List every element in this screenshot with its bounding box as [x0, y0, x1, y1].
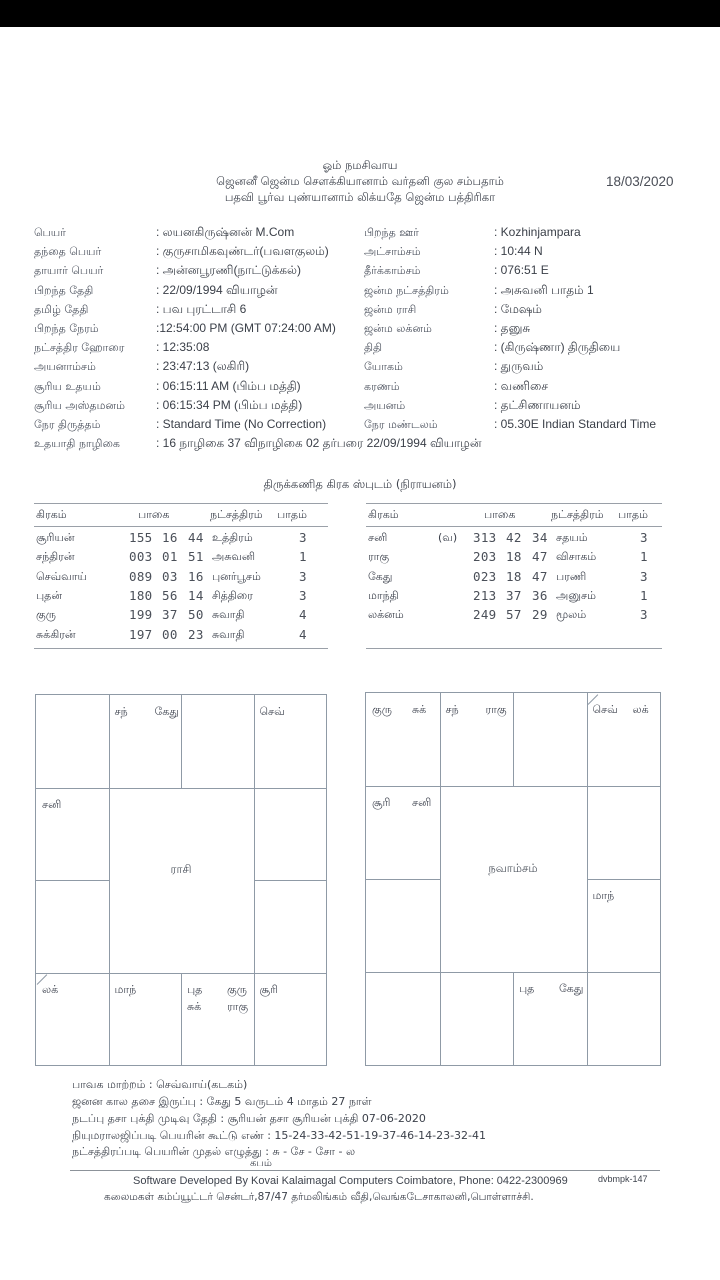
minute-value: 18 — [506, 549, 522, 565]
software-credit: Software Developed By Kovai Kalaimagal Computers Coimbatore, Phone: 0422-2300969 — [133, 1175, 568, 1187]
chart-house-h7 — [513, 972, 587, 1065]
second-value: 23 — [188, 626, 204, 642]
second-value: 47 — [532, 568, 548, 584]
detail-value: : தட்சிணாயனம் — [494, 397, 581, 412]
detail-label: தீர்க்காம்சம் — [364, 264, 421, 278]
planet-abbrev: செவ் — [259, 705, 285, 718]
degree-value: 023 — [473, 568, 497, 584]
detail-value: : 10:44 N — [494, 244, 543, 259]
minute-value: 37 — [162, 607, 178, 623]
detail-label: ஜன்ம லக்னம் — [364, 322, 432, 335]
detail-label: கரணம் — [364, 379, 400, 393]
minute-value: 57 — [506, 607, 522, 623]
planet-abbrev: சனி — [42, 797, 62, 811]
detail-value: : 16 நாழிகை 37 விநாழிகை 02 தர்பரை 22/09/1994 வியாழன் — [156, 436, 482, 451]
retrograde-mark: (வ) — [438, 531, 458, 544]
detail-label: ஜன்ம நட்சத்திரம் — [364, 283, 449, 297]
pada-value: 1 — [299, 549, 307, 565]
header-planet: கிரகம் — [36, 508, 67, 521]
pada-value: 3 — [299, 530, 307, 545]
detail-value: : அன்னபூரணி(நாட்டுக்கல்) — [156, 263, 302, 278]
degree-value: 199 — [129, 607, 153, 623]
planet-table-right — [366, 503, 662, 653]
second-value: 29 — [532, 607, 548, 623]
table-rule-top — [34, 503, 328, 504]
planet-abbrev: சுக் — [187, 999, 202, 1013]
pada-value: 4 — [299, 626, 307, 642]
bhava-change: பாவக மாற்றம் : செவ்வாய்(கடகம்) — [72, 1078, 248, 1091]
degree-value: 155 — [129, 530, 153, 545]
planet-abbrev: லக் — [632, 703, 649, 716]
chart-house-h5 — [254, 880, 327, 973]
second-value: 47 — [532, 549, 548, 565]
detail-label: அயனம் — [364, 398, 406, 412]
header-degree: பாகை — [484, 508, 516, 521]
degree-value: 089 — [129, 568, 153, 584]
detail-value: : குருசாமிகவுண்டர்(பவளகுலம்) — [156, 244, 329, 259]
degree-value: 203 — [473, 549, 497, 565]
nakshatra-name: அசுவனி — [212, 550, 256, 564]
second-value: 44 — [188, 530, 204, 545]
rasi-chart — [35, 694, 327, 1066]
nakshatra-name: உத்திரம் — [212, 531, 253, 544]
chart-house-h4 — [254, 788, 327, 881]
chart-house-h8 — [440, 972, 514, 1065]
planet-abbrev: சூரி — [372, 796, 391, 809]
table-rule-bottom — [34, 648, 328, 649]
header-pada: பாதம் — [618, 508, 648, 521]
header-verse-line1: ஜெனனீ ஜென்ம சௌக்கியானாம் வர்தனி குல சம்பதாம் — [216, 174, 504, 188]
pada-value: 3 — [640, 607, 648, 623]
planet-abbrev: சந் — [114, 705, 128, 718]
header-verse-line2: பதவி பூர்வ புண்யானாம் லிக்யதே ஜென்ம பத்திரிகா — [224, 190, 496, 204]
chart-house-h10 — [36, 880, 109, 973]
detail-value: : மேஷம் — [494, 301, 542, 316]
planet-abbrev: கேது — [559, 982, 584, 995]
planet-abbrev: மாந் — [592, 889, 615, 902]
detail-label: அட்சாம்சம் — [364, 245, 421, 259]
nakshatra-name: விசாகம் — [556, 550, 597, 564]
minute-value: 03 — [162, 568, 178, 584]
pada-value: 3 — [299, 568, 307, 584]
planet-abbrev: புத — [519, 982, 535, 995]
minute-value: 42 — [506, 530, 522, 545]
detail-value: : 22/09/1994 வியாழன் — [156, 282, 278, 297]
nakshatra-name: பரணி — [556, 569, 587, 583]
planet-positions-title: திருக்கணித கிரக ஸ்புடம் (நிராயனம்) — [263, 477, 457, 491]
detail-label: நேர மண்டலம் — [364, 418, 438, 431]
detail-label: சூரிய அஸ்தமனம் — [34, 398, 125, 412]
detail-value: : 12:35:08 — [156, 340, 210, 355]
detail-label: தாயார் பெயர் — [34, 264, 104, 278]
detail-label: திதி — [364, 341, 383, 355]
second-value: 36 — [532, 587, 548, 603]
chart-center-title: ராசி — [170, 862, 192, 876]
table-rule-header — [34, 526, 328, 527]
header-degree: பாகை — [138, 508, 170, 521]
detail-value: : லயனகிருஷ்னன் M.Com — [156, 225, 295, 239]
planet-name: செவ்வாய் — [36, 569, 87, 583]
nakshatra-name: சித்திரை — [212, 588, 253, 602]
chart-house-h11 — [36, 788, 109, 881]
planet-table-left — [34, 503, 328, 653]
detail-value: : அசுவனி பாதம் 1 — [494, 282, 594, 297]
pada-value: 1 — [640, 549, 648, 565]
chart-house-h12 — [366, 693, 440, 786]
chart-house-h9 — [366, 972, 440, 1065]
second-value: 51 — [188, 549, 204, 565]
detail-label: ஜன்ம ராசி — [364, 302, 417, 316]
detail-value: : Kozhinjampara — [494, 225, 581, 239]
planet-name: சனி — [368, 531, 388, 544]
minute-value: 00 — [162, 626, 178, 642]
name-first-letters: நட்சத்திரப்படி பெயரின் முதல் எழுத்து : சு - சே - சோ - ல — [72, 1145, 356, 1158]
chart-house-h3 — [587, 693, 661, 786]
chart-house-h2 — [513, 693, 587, 786]
header-planet: கிரகம் — [368, 508, 399, 521]
nakshatra-name: சுவாதி — [212, 627, 245, 641]
detail-label: பெயர் — [34, 226, 66, 239]
pada-value: 3 — [640, 568, 648, 584]
detail-value: : துருவம் — [494, 359, 544, 374]
chart-house-h2 — [181, 695, 254, 788]
pada-value: 1 — [640, 587, 648, 603]
planet-abbrev: சூரி — [259, 982, 278, 996]
nakshatra-name: சுவாதி — [212, 608, 245, 622]
minute-value: 16 — [162, 530, 178, 545]
chart-house-h11 — [366, 786, 440, 879]
detail-label: அயனாம்சம் — [34, 360, 96, 374]
chart-house-h1 — [109, 695, 182, 788]
detail-label: பிறந்த ஊர் — [364, 226, 419, 239]
print-date: 18/03/2020 — [606, 174, 674, 189]
chart-house-h6 — [254, 973, 327, 1066]
planet-name: சுக்கிரன் — [36, 627, 76, 641]
degree-value: 249 — [473, 607, 497, 623]
nakshatra-name: மூலம் — [556, 608, 587, 622]
planet-name: சந்திரன் — [36, 550, 75, 564]
planet-name: ராகு — [368, 550, 390, 564]
software-code: dvbmpk-147 — [598, 1174, 648, 1184]
detail-value: : Standard Time (No Correction) — [156, 417, 327, 431]
detail-label: பிறந்த தேதி — [34, 283, 94, 297]
navamsa-chart — [365, 692, 661, 1066]
footer-divider — [70, 1170, 660, 1171]
detail-value: : 23:47:13 (லகிரி) — [156, 359, 250, 374]
planet-abbrev: கேது — [154, 705, 179, 718]
planet-name: குரு — [36, 608, 56, 622]
invocation-line: ஓம் நமசிவாய — [322, 158, 398, 172]
planet-abbrev: குரு — [227, 982, 247, 996]
detail-value: :12:54:00 PM (GMT 07:24:00 AM) — [156, 321, 336, 335]
degree-value: 197 — [129, 626, 153, 642]
planet-abbrev: லக் — [42, 982, 59, 996]
table-rule-bottom — [366, 648, 662, 649]
table-rule-top — [366, 503, 662, 504]
current-dasa: நடப்பு தசா புக்தி முடிவு தேதி : சூரியன் தசா சூரியன் புக்தி 07-06-2020 — [72, 1112, 426, 1125]
minute-value: 01 — [162, 549, 178, 565]
detail-label: யோகம் — [364, 360, 403, 374]
detail-label: தமிழ் தேதி — [34, 302, 89, 316]
pada-value: 3 — [640, 530, 648, 545]
detail-value: : வணிசை — [494, 378, 548, 393]
name-letters-sub: கபம் — [250, 1158, 272, 1169]
status-bar — [0, 0, 720, 27]
second-value: 16 — [188, 568, 204, 584]
numerology-numbers: நியுமராலஜிப்படி பெயரின் கூட்டு எண் : 15-24-33-42-51-19-37-46-14-23-32-41 — [72, 1129, 487, 1142]
detail-label: பிறந்த நேரம் — [34, 322, 99, 335]
detail-value: : தனுசு — [494, 321, 531, 335]
planet-name: கேது — [368, 569, 393, 583]
minute-value: 56 — [162, 587, 178, 603]
planet-abbrev: ராகு — [485, 703, 507, 716]
pada-value: 3 — [299, 587, 307, 603]
planet-abbrev: ராகு — [227, 999, 249, 1013]
detail-label: உதயாதி நாழிகை — [34, 437, 120, 451]
detail-value: : 06:15:34 PM (பிம்ப மத்தி) — [156, 397, 303, 412]
detail-label: சூரிய உதயம் — [34, 379, 101, 393]
detail-value: : 076:51 E — [494, 263, 549, 278]
nakshatra-name: அனுசம் — [556, 588, 596, 602]
planet-name: புதன் — [36, 588, 63, 602]
second-value: 14 — [188, 587, 204, 603]
chart-house-h12 — [36, 695, 109, 788]
chart-house-h1 — [440, 693, 514, 786]
second-value: 34 — [532, 530, 548, 545]
detail-value: : (கிருஷ்ணா) திருதியை — [494, 340, 621, 355]
planet-abbrev: மாந் — [114, 982, 137, 996]
planet-abbrev: சந் — [445, 703, 459, 716]
minute-value: 37 — [506, 587, 522, 603]
planet-name: மாந்தி — [368, 588, 399, 602]
planet-abbrev: சனி — [412, 796, 432, 809]
chart-house-h8 — [109, 973, 182, 1066]
second-value: 50 — [188, 607, 204, 623]
detail-label: நேர திருத்தம் — [34, 418, 101, 431]
detail-label: தந்தை பெயர் — [34, 245, 102, 259]
detail-label: நட்சத்திர ஹோரை — [34, 341, 125, 355]
degree-value: 180 — [129, 587, 153, 603]
chart-center-title: நவாம்சம் — [488, 861, 538, 875]
chart-house-h7 — [181, 973, 254, 1066]
header-star: நட்சத்திரம் — [210, 508, 263, 521]
table-rule-header — [366, 526, 662, 527]
chart-house-h10 — [366, 879, 440, 972]
degree-value: 313 — [473, 530, 497, 545]
nakshatra-name: சதயம் — [556, 531, 588, 544]
detail-value: : பவ புரட்டாசி 6 — [156, 301, 247, 316]
nakshatra-name: புனர்பூசம் — [212, 569, 261, 583]
planet-abbrev: புத — [187, 982, 203, 996]
header-pada: பாதம் — [277, 508, 307, 521]
header-star: நட்சத்திரம் — [551, 508, 604, 521]
chart-house-h9 — [36, 973, 109, 1066]
degree-value: 213 — [473, 587, 497, 603]
planet-abbrev: குரு — [372, 703, 392, 716]
detail-value: : 05.30E Indian Standard Time — [494, 417, 657, 431]
chart-house-h6 — [587, 972, 661, 1065]
detail-value: : 06:15:11 AM (பிம்ப மத்தி) — [156, 378, 301, 393]
planet-abbrev: செவ் — [592, 703, 618, 716]
planet-abbrev: சுக் — [412, 703, 427, 716]
chart-house-h4 — [587, 786, 661, 879]
planet-name: சூரியன் — [36, 531, 75, 544]
planet-name: லக்னம் — [368, 608, 404, 622]
vendor-address: கலைமகள் கம்ப்யூட்டர் சென்டர்,87/47 தர்மலிங்கம் வீதி,வெங்கடேசாகாலனி,பொள்ளாச்சி. — [104, 1191, 534, 1203]
minute-value: 18 — [506, 568, 522, 584]
dasa-balance: ஜனன கால தசை இருப்பு : கேது 5 வருடம் 4 மாதம் 27 நாள் — [72, 1095, 372, 1108]
pada-value: 4 — [299, 607, 307, 623]
degree-value: 003 — [129, 549, 153, 565]
chart-house-h3 — [254, 695, 327, 788]
chart-house-h5 — [587, 879, 661, 972]
